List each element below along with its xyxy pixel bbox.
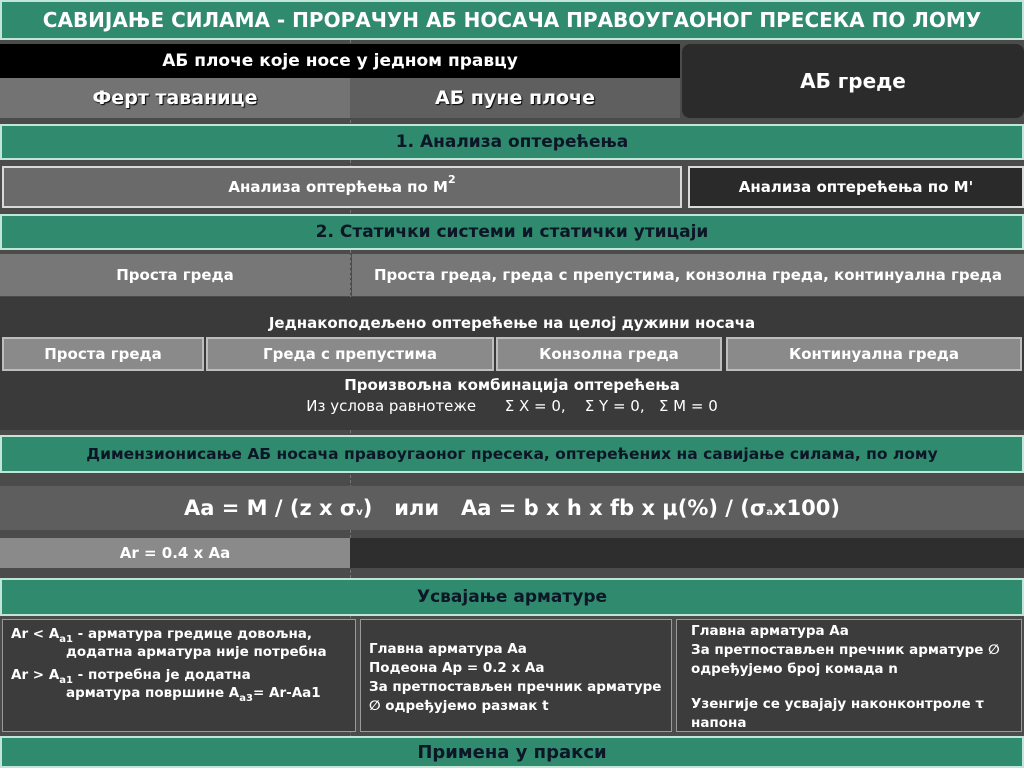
- adoption-col2-line2: Подеона Ap = 0.2 x Aa: [369, 660, 545, 676]
- adoption-title: Усвајање арматуре: [0, 578, 1024, 616]
- ar-formula-box: Ar = 0.4 x Aa: [0, 538, 350, 568]
- adoption-col3: [676, 619, 1022, 732]
- col1-l3-b: - потребна је додатна: [72, 667, 251, 683]
- beams-box: АБ греде: [682, 44, 1024, 118]
- formula-part-a: Aa = M / (z x σ: [184, 496, 357, 520]
- col1-l1-sub: a1: [59, 634, 73, 645]
- load-analysis-m2: [2, 166, 682, 208]
- dimensioning-title: Димензионисање АБ носача правоугаоног пресека, оптерећених на савијање силама, по лому: [0, 435, 1024, 473]
- practice-title: Примена у пракси: [0, 736, 1024, 768]
- col1-l4-b: = Ar-Aa1: [252, 685, 321, 701]
- col1-l4-a: арматура површине A: [66, 685, 240, 701]
- ar-formula-dark: [350, 538, 1024, 568]
- equilibrium-conditions: Из услова равнотеже Σ X = 0, Σ Y = 0, Σ M = 0: [306, 397, 718, 415]
- adoption-col2-line1: Главна арматура Aa: [369, 641, 527, 657]
- adoption-col1-line3: [11, 667, 347, 685]
- adoption-col1-line2: додатна арматура није потребна: [66, 644, 327, 660]
- type-simple-beam: Проста греда: [2, 337, 204, 371]
- col1-l1-b: - арматура гредице довољна,: [72, 626, 313, 642]
- col1-l4-sub: a3: [239, 693, 253, 704]
- type-cantilever-beam: Конзолна греда: [496, 337, 722, 371]
- beam-types-box: Проста греда, греда с препустима, конзолна греда, континуална греда: [352, 254, 1024, 296]
- adoption-col1-line4: [11, 685, 347, 703]
- adoption-col3-line3: одређујемо број комада n: [691, 661, 898, 677]
- adoption-col1: [2, 619, 356, 732]
- adoption-col1-line1: [11, 626, 347, 644]
- section2-title: 2. Статички системи и статички утицаји: [0, 214, 1024, 250]
- full-slabs-box: АБ пуне плоче: [350, 78, 680, 118]
- adoption-col3-line1: Главна арматура Aa: [691, 623, 849, 639]
- arbitrary-load-title: Произвољна комбинација оптерећења: [344, 376, 680, 394]
- type-continuous-beam: Континуална греда: [726, 337, 1022, 371]
- col1-l1-a: Ar < A: [11, 626, 60, 642]
- formula-sub-v: v: [356, 506, 363, 518]
- col1-l3-sub: a1: [59, 675, 73, 686]
- page-title: САВИЈАЊЕ СИЛАМА - ПРОРАЧУН АБ НОСАЧА ПРАВОУГАОНОГ ПРЕСЕКА ПО ЛОМУ: [0, 0, 1024, 40]
- adoption-col3-line4: Узенгије се усвајају наконконтроле τ: [691, 696, 984, 712]
- load-analysis-m2-sup: 2: [447, 172, 456, 186]
- adoption-col2: [360, 619, 672, 732]
- adoption-col2-line3: За претпостављен пречник арматуре: [369, 679, 662, 695]
- formula-part-c: x100): [773, 496, 840, 520]
- adoption-col3-line5: напона: [691, 715, 747, 731]
- adoption-col3-line2: За претпостављен пречник арматуре ∅: [691, 642, 1000, 658]
- col1-l3-a: Ar > A: [11, 667, 60, 683]
- load-analysis-mprime: Анализа оптерећења по М': [688, 166, 1024, 208]
- fert-slabs-box: Ферт таванице: [0, 78, 350, 118]
- simple-beam-box: Проста греда: [0, 254, 350, 296]
- formula-part-b: ) или Aa = b x h x fb x μ(%) / (σ: [362, 496, 767, 520]
- uniform-load-title: Једнакоподељено оптерећење на целој дужини носача: [268, 314, 756, 332]
- section1-title: 1. Анализа оптерећења: [0, 124, 1024, 160]
- one-way-slabs-header: АБ плоче које носе у једном правцу: [0, 44, 680, 78]
- adoption-col2-line4: ∅ одређујемо размак t: [369, 698, 549, 714]
- type-overhang-beam: Греда с препустима: [206, 337, 494, 371]
- load-analysis-m2-text: Анализа оптерћења по М: [228, 178, 448, 196]
- formula-sub-a: a: [766, 506, 773, 518]
- formula-box: [0, 486, 1024, 530]
